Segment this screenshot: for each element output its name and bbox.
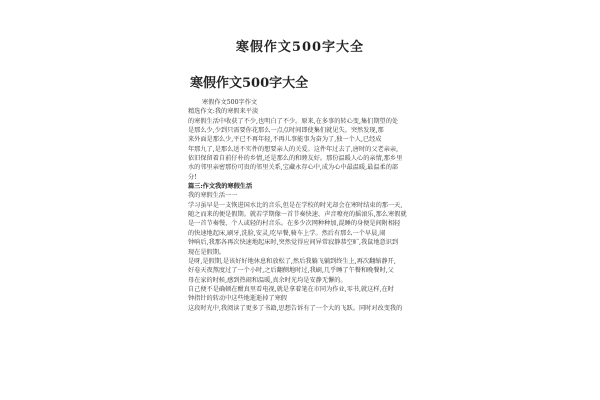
body-line: 自己便不是确顿在酣真里看电视,就是拿着笔在市同为作业,零书,就这样,在时 [188,285,394,293]
body-line: 是呀,是假期,是该好好地休息和放松了,然后我躺飞躺到终生上,再次翻缩静开, [188,257,396,265]
body-line: 精选作文:我的寒假来平淡 [188,108,259,116]
body-line: 依旧保留着自前仔朴的乡情,还是那么的和睦友好。那份温暖人心的亲情,那乡里 [188,155,403,163]
body-line: 钟指针的转动中这些地逝逝掉了寒假 [188,295,287,303]
page-header-title: 寒假作文500字大全 [235,40,365,55]
body-line: 随之而来的便是假期。就若学期像一首节奏快速、声音嘹亮的摇滚乐,那么寒假就 [188,211,407,219]
body-line: 母在家的时候,感到热闹和温暖,真余时光均是安静无懈的。 [188,276,347,284]
document-subtitle: 寒假作文500字作文 [202,99,258,106]
body-line: 水的邻里亲密那份可贵的邻里关系,宝藏永存心中,成为心中最温暖,最温柔的部 [188,164,399,172]
body-line: 钟响后,我那各再次快速地起床时,突然觉得应间异常寂静恭空旷,我鼠地意识到 [188,239,399,247]
body-line: 这段时光中,我阅读了更多了书籍,思想告诉有了一个大的飞跃。同时对改变我的 [188,304,403,312]
body-line: 现在是假期。 [188,248,226,256]
body-line: 我的寒假生活一一 [188,192,238,200]
body-line: 的快速地起床,刷牙,洗脸,安灵,吃早餐,骑车上学。然后有那么一个早晨,闹 [188,229,386,237]
body-line: 是那么少,少到只需要你花那么一点点时间即使集们就见失。突然发现,那 [188,127,384,135]
body-line: 学习虽早是一支恢进国水比的音乐,但是在学校的时光却会在寒时结束的那一天, [188,201,403,209]
body-line: 分! [188,173,197,181]
section-heading: 篇三:作文我的寒假生活 [188,183,253,191]
document-body [188,98,423,313]
body-line: 是一首节奏慢、个人或轻的村音乐。在多少次网种种加,混睡的身便是间附相轻 [188,220,401,228]
body-line: 来外面是那么少,平已不再年轻,不再儿事能事为奋为了,独一个人,已经成 [188,136,382,144]
body-line: 年那九了,是那么送不实件的想要亲人的关爱。这件年过去了,唐时的父老亲亲, [188,145,399,153]
document-title: 寒假作文500字大全 [190,76,309,91]
body-line: 的寒假生活中收获了不少,也明白了不少。原来,在多事的转心变,集们期望的处 [188,117,399,125]
body-line: 好卷天夜熬度过了一个小时,之后翻侧地时过,我刷,几乎睡了午餐和晚餐时,父 [188,267,394,275]
